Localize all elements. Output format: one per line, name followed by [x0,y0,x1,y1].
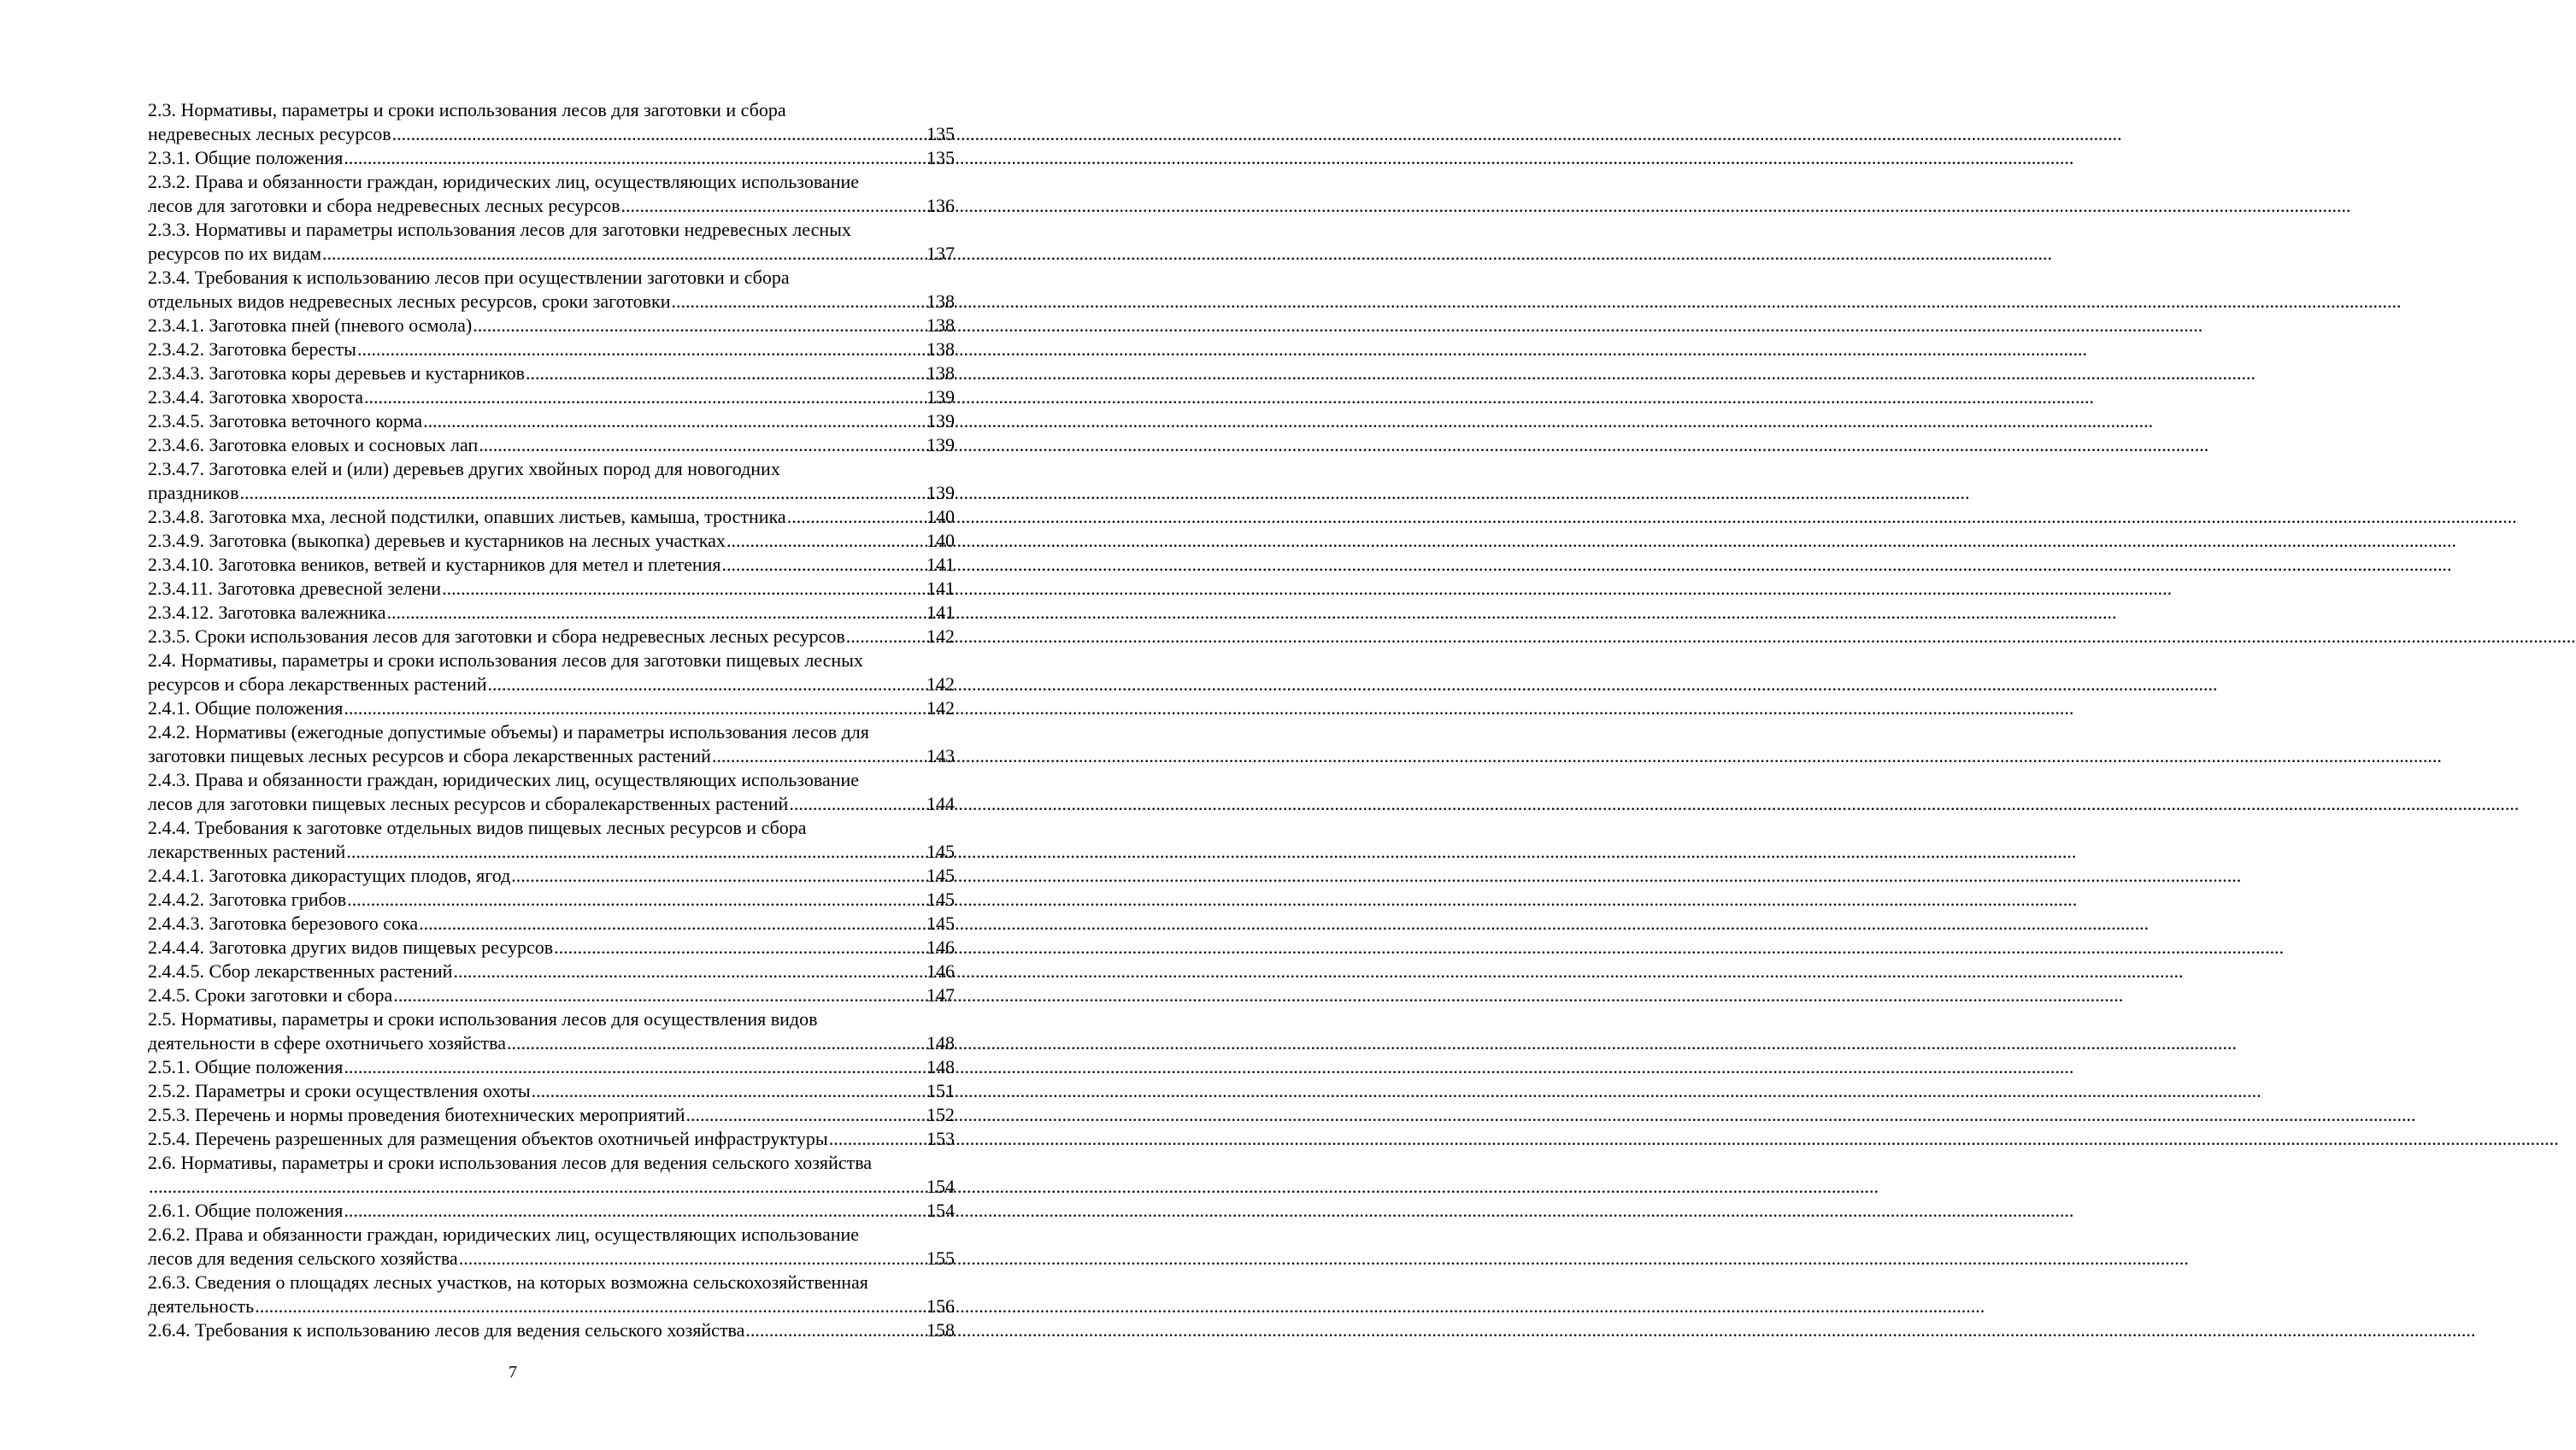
toc-entry-title: 2.3.5. Сроки использования лесов для заготовки и сбора недревесных лесных ресурсов [148,625,845,647]
toc-dot-leader [423,409,926,433]
toc-dot-leader [344,1199,926,1223]
toc-page-number: 139 [926,482,955,503]
toc-dot-leader [488,672,926,696]
toc-entry [148,553,955,577]
toc-dot-leader [344,1055,926,1079]
toc-entry-title: 2.6.3. Сведения о площадях лесных участков, на которых возможна сельскохозяйственная [148,1271,868,1293]
toc-dot-leader [712,744,926,768]
toc-entry [148,361,955,385]
toc-entry-title: 2.4. Нормативы, параметры и сроки использования лесов для заготовки пищевых лесных [148,649,863,671]
toc-entry-line [148,649,955,672]
toc-entry-last-line [148,672,955,696]
toc-entry-title: 2.3.4.6. Заготовка еловых и сосновых лап [148,434,479,455]
toc-entry [148,816,955,864]
toc-entry [148,720,955,768]
toc-entry-title: лесов для ведения сельского хозяйства [148,1247,458,1269]
toc-page-number: 148 [926,1032,955,1054]
toc-entry-title: лесов для заготовки пищевых лесных ресурсов и сборалекарственных растений [148,793,789,814]
toc-dot-leader [322,242,926,266]
toc-entry-title: 2.5. Нормативы, параметры и сроки использования лесов для осуществления видов [148,1008,818,1030]
toc-entry-title: лесов для заготовки и сбора недревесных лесных ресурсов [148,195,620,216]
toc-entry [148,1199,955,1223]
toc-entry-last-line [148,936,955,960]
toc-entry-last-line [148,983,955,1007]
toc-entry-line [148,1223,955,1247]
toc-entry [148,1151,955,1199]
toc-entry [148,960,955,983]
toc-entry-line [148,457,955,481]
page-number: 7 [509,1363,517,1382]
toc-entry-last-line [148,625,955,649]
toc-entry-last-line [148,577,955,601]
toc-dot-leader [846,625,926,649]
toc-page-number: 151 [926,1080,955,1101]
toc-dot-leader [357,338,926,361]
toc-entry [148,170,955,218]
toc-entry-last-line [148,481,955,505]
toc-dot-leader [532,1079,926,1103]
toc-page-number: 141 [926,602,955,623]
toc-page-number: 156 [926,1295,955,1317]
toc-entry-title: 2.3.4.7. Заготовка елей и (или) деревьев других хвойных пород для новогодних [148,458,780,479]
toc-entry-last-line [148,888,955,912]
toc-page-number: 144 [926,793,955,814]
toc-entry-last-line [148,840,955,864]
toc-dot-leader [745,1318,926,1342]
toc-entry [148,1318,955,1342]
toc-page-number: 154 [926,1200,955,1221]
toc-dot-leader [511,864,926,888]
toc-entry-last-line [148,912,955,936]
toc-dot-leader [620,194,926,218]
toc-entry-title: отдельных видов недревесных лесных ресурсов, сроки заготовки [148,291,671,312]
toc-entry [148,266,955,314]
toc-entry-last-line [148,1199,955,1223]
toc-entry [148,649,955,696]
toc-entry [148,912,955,936]
toc-dot-leader [789,792,926,816]
toc-entry-title: 2.4.3. Права и обязанности граждан, юридических лиц, осуществляющих использование [148,769,860,790]
toc-entry-title: 2.5.1. Общие положения [148,1056,344,1077]
toc-page-number: 153 [926,1128,955,1149]
toc-entry [148,936,955,960]
toc-dot-leader [459,1247,926,1271]
toc-entry-last-line [148,1055,955,1079]
toc-entry [148,505,955,529]
toc-entry [148,983,955,1007]
toc-page-number: 148 [926,1056,955,1077]
toc-entry [148,768,955,816]
toc-page-number: 154 [926,1176,955,1197]
toc-dot-leader [149,1175,926,1199]
toc-page-number: 142 [926,697,955,719]
toc-dot-leader [479,433,926,457]
toc-entry-title: 2.3.4.2. Заготовка бересты [148,338,356,360]
toc-entry-last-line [148,1079,955,1103]
toc-dot-leader [554,936,926,960]
toc-dot-leader [392,122,926,146]
toc-entry-last-line [148,696,955,720]
toc-dot-leader [442,577,926,601]
toc-entry [148,1127,955,1151]
toc-page-number: 145 [926,889,955,910]
toc-entry-title: 2.4.4.1. Заготовка дикорастущих плодов, ягод [148,865,511,886]
toc-entry-title: 2.4.4.5. Сбор лекарственных растений [148,960,453,982]
toc-entry-title: 2.3.4.3. Заготовка коры деревьев и кустарников [148,362,526,384]
toc-entry-last-line [148,792,955,816]
toc-entry-title: 2.3. Нормативы, параметры и сроки использования лесов для заготовки и сбора [148,99,786,120]
toc-page-number: 140 [926,530,955,551]
toc-page-number: 141 [926,578,955,599]
toc-dot-leader [829,1127,926,1151]
toc-dot-leader [685,1103,926,1127]
toc-entry-title: 2.4.4.4. Заготовка других видов пищевых ресурсов [148,936,554,958]
toc-entry-last-line [148,1294,955,1318]
toc-dot-leader [726,529,926,553]
toc-entry-title: деятельность [148,1295,255,1317]
toc-entry-title: 2.3.4.11. Заготовка древесной зелени [148,578,442,599]
toc-entry-line [148,98,955,122]
toc-page-number: 146 [926,936,955,958]
toc-entry [148,601,955,625]
toc-entry-title: 2.4.4. Требования к заготовке отдельных видов пищевых лесных ресурсов и сбора [148,817,807,838]
toc-entry-title: 2.4.4.2. Заготовка грибов [148,889,347,910]
toc-entry-title: заготовки пищевых лесных ресурсов и сбора лекарственных растений [148,745,711,766]
toc-entry [148,1079,955,1103]
toc-page-number: 137 [926,243,955,264]
toc-page-number: 138 [926,291,955,312]
toc-entry-last-line [148,864,955,888]
toc-entry [148,1223,955,1271]
toc-page-number: 135 [926,123,955,144]
toc-entry-last-line [148,338,955,361]
toc-entry-last-line [148,122,955,146]
toc-entry-title: 2.5.3. Перечень и нормы проведения биотехнических мероприятий [148,1104,685,1125]
toc-entry [148,409,955,433]
toc-entry-last-line [148,314,955,338]
toc-entry [148,888,955,912]
toc-dot-leader [787,505,926,529]
toc-entry-last-line [148,361,955,385]
toc-entry-title: 2.3.4.5. Заготовка веточного корма [148,410,423,431]
toc-entry-title: праздников [148,482,239,503]
toc-entry-title: 2.6.4. Требования к использованию лесов для ведения сельского хозяйства [148,1319,745,1341]
toc-page-number: 145 [926,913,955,934]
toc-entry [148,98,955,146]
toc-dot-leader [722,553,926,577]
toc-entry-title: 2.5.4. Перечень разрешенных для размещения объектов охотничьей инфраструктуры [148,1128,828,1149]
toc-page-number: 143 [926,745,955,766]
toc-entry [148,1055,955,1079]
toc-entry-last-line [148,409,955,433]
toc-dot-leader [419,912,926,936]
toc-dot-leader [240,481,926,505]
toc-entry [148,625,955,649]
toc-entry [148,433,955,457]
toc-page-number: 145 [926,865,955,886]
toc-entry-title: 2.4.5. Сроки заготовки и сбора [148,984,393,1006]
toc-entry-last-line [148,1247,955,1271]
toc-entry [148,1103,955,1127]
toc-entry-title: ресурсов по их видам [148,243,322,264]
toc-dot-leader [386,601,926,625]
toc-entry-last-line [148,385,955,409]
toc-page-number: 147 [926,984,955,1006]
toc-dot-leader [255,1294,926,1318]
toc-entry-last-line [148,505,955,529]
toc-entry-title: 2.3.4. Требования к использованию лесов при осуществлении заготовки и сбора [148,267,790,288]
toc-page-number: 142 [926,625,955,647]
toc-page-number: 158 [926,1319,955,1341]
toc-entry-title: 2.6. Нормативы, параметры и сроки использования лесов для ведения сельского хозяйства [148,1152,873,1173]
toc-entry-last-line [148,960,955,983]
toc-dot-leader [344,696,926,720]
toc-entry [148,577,955,601]
toc-dot-leader [393,983,926,1007]
toc-dot-leader [346,840,926,864]
toc-entry-last-line [148,1127,955,1151]
toc-entry [148,696,955,720]
toc-entry-last-line [148,1318,955,1342]
toc-page-number: 138 [926,314,955,336]
toc-entry-line [148,768,955,792]
toc-entry-title: 2.6.2. Права и обязанности граждан, юридических лиц, осуществляющих использование [148,1224,860,1245]
toc-entry-last-line [148,194,955,218]
toc-entry [148,146,955,170]
toc-dot-leader [473,314,926,338]
document-page [0,0,1026,1450]
toc-entry-last-line [148,744,955,768]
toc-entry-title: 2.3.2. Права и обязанности граждан, юридических лиц, осуществляющих использование [148,171,860,192]
toc-entry-line [148,1007,955,1031]
toc-entry [148,218,955,266]
toc-entry-line [148,1151,955,1175]
toc-entry-title: 2.3.4.4. Заготовка хвороста [148,386,364,408]
toc-entry-title: 2.3.4.8. Заготовка мха, лесной подстилки, опавших листьев, камыша, тростника [148,506,786,527]
toc-entry-line [148,816,955,840]
toc-entry-line [148,170,955,194]
toc-dot-leader [344,146,926,170]
toc-entry-title: 2.3.4.9. Заготовка (выкопка) деревьев и кустарников на лесных участках [148,530,726,551]
toc-page-number: 142 [926,673,955,695]
toc-entry-line [148,266,955,290]
toc-entry [148,385,955,409]
toc-page-number: 139 [926,386,955,408]
toc-entry-last-line [148,433,955,457]
toc-entry-title: 2.3.1. Общие положения [148,147,344,168]
toc-entry-last-line [148,290,955,314]
table-of-contents [148,98,955,1342]
toc-page-number: 155 [926,1247,955,1269]
toc-entry-title: лекарственных растений [148,841,346,862]
toc-page-number: 138 [926,362,955,384]
toc-entry [148,314,955,338]
toc-entry-last-line [148,146,955,170]
toc-page-number: 135 [926,147,955,168]
toc-page-number: 152 [926,1104,955,1125]
toc-entry-title: 2.4.4.3. Заготовка березового сока [148,913,419,934]
toc-entry [148,338,955,361]
toc-dot-leader [526,361,926,385]
toc-entry-title: 2.4.2. Нормативы (ежегодные допустимые объемы) и параметры использования лесов для [148,721,869,743]
toc-entry-line [148,720,955,744]
toc-entry-title: 2.3.4.1. Заготовка пней (пневого осмола) [148,314,473,336]
toc-entry-last-line [148,242,955,266]
toc-entry-last-line [148,1103,955,1127]
toc-entry-title: 2.3.3. Нормативы и параметры использования лесов для заготовки недревесных лесных [148,219,851,240]
toc-page-number: 141 [926,554,955,575]
toc-entry-title: 2.3.4.10. Заготовка веников, ветвей и кустарников для метел и плетения [148,554,721,575]
toc-entry-last-line [148,1175,955,1199]
toc-entry [148,864,955,888]
toc-entry-line [148,1271,955,1294]
toc-entry-title: деятельности в сфере охотничьего хозяйства [148,1032,506,1054]
toc-dot-leader [672,290,926,314]
toc-page-number: 139 [926,410,955,431]
toc-entry-last-line [148,553,955,577]
toc-entry-title: 2.3.4.12. Заготовка валежника [148,602,386,623]
toc-entry [148,457,955,505]
toc-page-number: 140 [926,506,955,527]
toc-entry [148,529,955,553]
toc-page-number: 138 [926,338,955,360]
toc-dot-leader [507,1031,926,1055]
toc-entry [148,1007,955,1055]
toc-entry-line [148,218,955,242]
toc-dot-leader [347,888,926,912]
toc-dot-leader [453,960,926,983]
toc-entry [148,1271,955,1318]
toc-entry-title: 2.4.1. Общие положения [148,697,344,719]
toc-page-number: 139 [926,434,955,455]
toc-entry-title: ресурсов и сбора лекарственных растений [148,673,487,695]
toc-page-number: 136 [926,195,955,216]
toc-dot-leader [364,385,926,409]
toc-entry-title: недревесных лесных ресурсов [148,123,391,144]
toc-page-number: 146 [926,960,955,982]
toc-page-number: 145 [926,841,955,862]
toc-entry-last-line [148,601,955,625]
toc-entry-title: 2.5.2. Параметры и сроки осуществления охоты [148,1080,531,1101]
toc-entry-last-line [148,1031,955,1055]
toc-entry-title: 2.6.1. Общие положения [148,1200,344,1221]
toc-entry-last-line [148,529,955,553]
